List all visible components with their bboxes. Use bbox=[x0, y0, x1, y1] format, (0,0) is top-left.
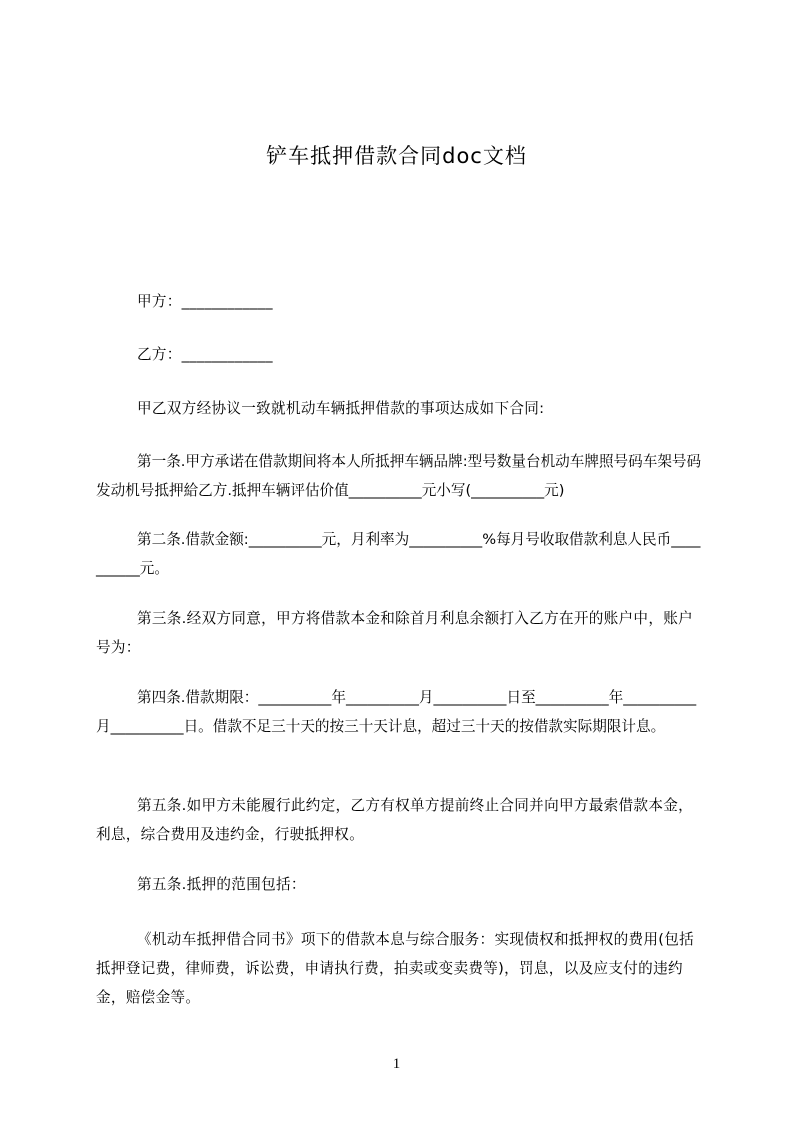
document-title: 铲车抵押借款合同doc文档 bbox=[266, 144, 527, 168]
party-b-line: 乙方：____________ bbox=[137, 346, 273, 363]
page-number: 1 bbox=[392, 1056, 401, 1072]
clause-5-default: 第五条.如甲方未能履行此约定，乙方有权单方提前终止合同并向甲方最索借款本金，利息，综合费用及违约金，行驶抵押权。 bbox=[96, 797, 694, 843]
clause-3: 第三条.经双方同意，甲方将借款本金和除首月利息余额打入乙方在开的账户中，账户号为： bbox=[96, 610, 694, 656]
clause-4: 第四条.借款期限：__________年__________月__________日至__________年__________月__________日。借款不足三十天的按三十天计息，超过三十天的按借款实际期限计息。 bbox=[96, 689, 697, 735]
agreement-intro: 甲乙双方经协议一致就机动车辆抵押借款的事项达成如下合同: bbox=[137, 400, 545, 417]
clause-1: 第一条.甲方承诺在借款期间将本人所抵押车辆品牌:型号数量台机动车牌照号码车架号码发动机号抵押給乙方.抵押车辆评估价值__________元小写(__________元) bbox=[96, 453, 702, 499]
party-a-line: 甲方：____________ bbox=[137, 293, 273, 310]
clause-2: 第二条.借款金额:__________元，月利率为__________%每月号收取借款利息人民币__________元。 bbox=[96, 531, 701, 577]
scope-paragraph: 《机动车抵押借合同书》项下的借款本息与综合服务：实现债权和抵押权的费用(包括抵押登记费，律师费，诉讼费，申请执行费，拍卖或变卖费等)，罚息，以及应支付的违约金，赔偿金等。 bbox=[96, 931, 695, 1006]
clause-5-scope-heading: 第五条.抵押的范围包括： bbox=[137, 876, 306, 893]
